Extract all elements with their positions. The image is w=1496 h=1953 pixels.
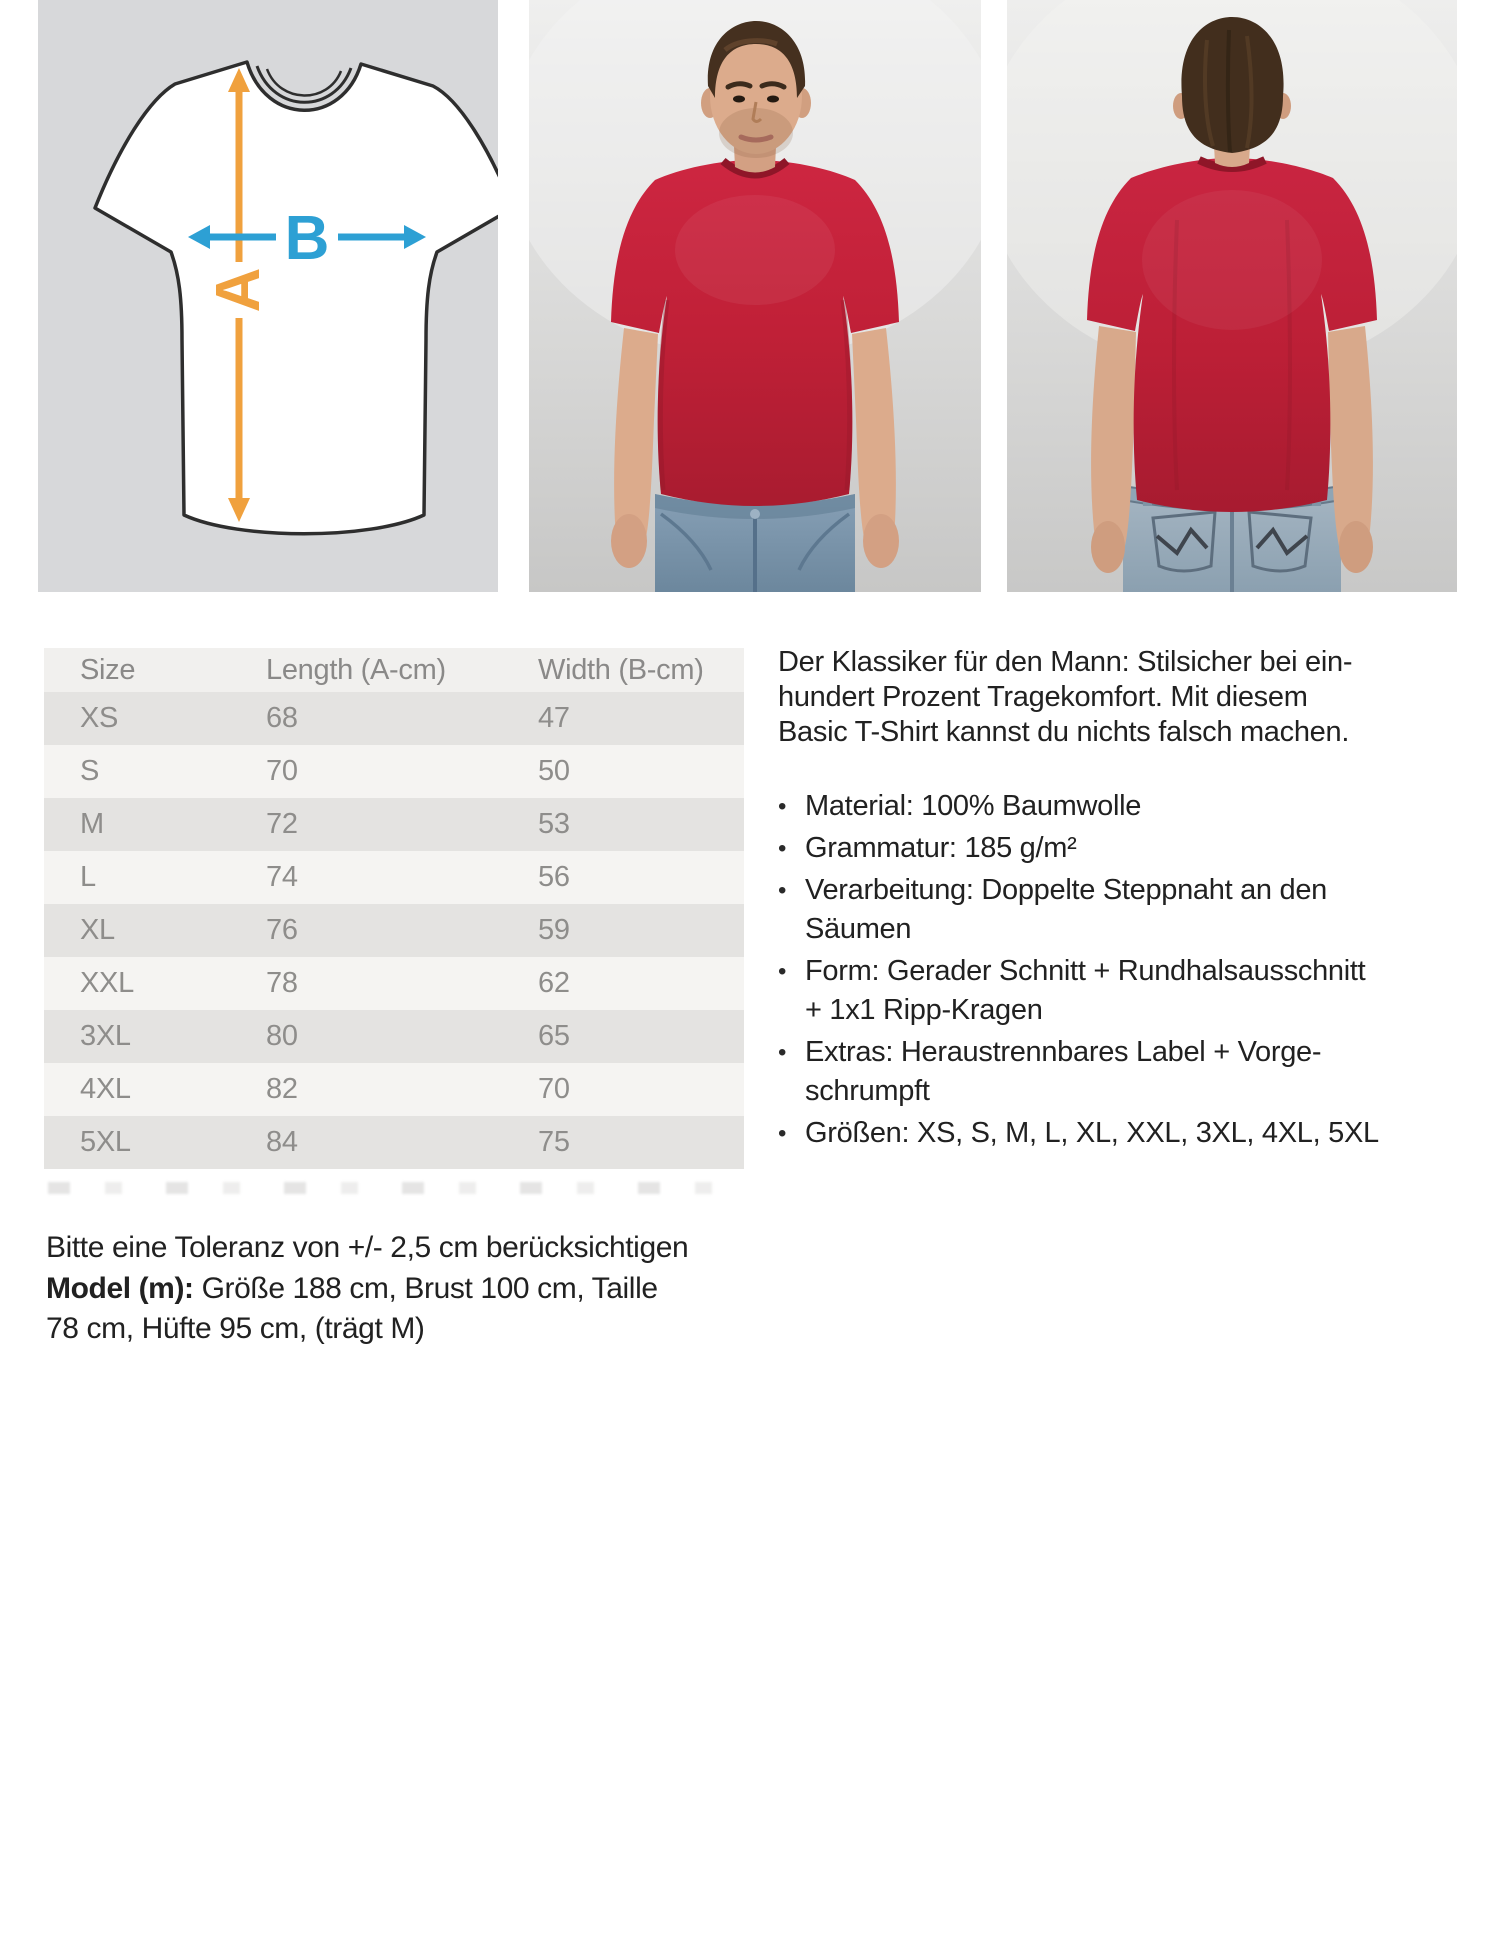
- tolerance-line: Bitte eine Toleranz von +/- 2,5 cm berücksichtigen: [46, 1231, 689, 1264]
- width-cell: 47: [538, 702, 570, 734]
- bullet-line: Größen: XS, S, M, L, XL, XXL, 3XL, 4XL, 5XL: [805, 1117, 1379, 1149]
- bullet-text: [805, 952, 1365, 1030]
- model-front-illustration: [529, 0, 981, 592]
- length-cell: 70: [266, 755, 298, 787]
- hand-left: [1091, 521, 1125, 573]
- size-diagram-image[interactable]: [38, 0, 498, 592]
- bullet-line: Grammatur: 185 g/m²: [805, 832, 1077, 864]
- size-cell: L: [80, 861, 96, 893]
- length-cell: 82: [266, 1073, 298, 1105]
- bullet-marker: •: [778, 877, 787, 904]
- size-cell: XXL: [80, 967, 134, 999]
- bullet-text: [805, 1033, 1321, 1111]
- description-intro: [778, 645, 1478, 750]
- hair-streak-3: [1228, 30, 1230, 152]
- model-measurements-1: Größe 188 cm, Brust 100 cm, Taille: [193, 1271, 658, 1305]
- width-cell: 62: [538, 967, 570, 999]
- size-cell: M: [80, 808, 104, 840]
- table-row: [44, 851, 744, 904]
- bullet-text: [805, 1114, 1379, 1153]
- table-row: [44, 1116, 744, 1169]
- bullet-text: [805, 787, 1141, 826]
- product-photo-back[interactable]: [1007, 0, 1457, 592]
- description-bullet-list: [778, 787, 1478, 1153]
- width-cell: 53: [538, 808, 570, 840]
- length-cell: 76: [266, 914, 298, 946]
- bullet-marker: •: [778, 835, 787, 862]
- bullet-item: [778, 1033, 1478, 1111]
- width-cell: 56: [538, 861, 570, 893]
- size-cell: XL: [80, 914, 115, 946]
- table-row: [44, 798, 744, 851]
- length-cell: 80: [266, 1020, 298, 1052]
- table-row: [44, 1063, 744, 1116]
- eye-right: [767, 96, 779, 103]
- product-description: [778, 645, 1478, 1156]
- intro-line: Der Klassiker für den Mann: Stilsicher bei ein-: [778, 646, 1353, 678]
- width-cell: 59: [538, 914, 570, 946]
- intro-line: hundert Prozent Tragekomfort. Mit diesem: [778, 681, 1308, 713]
- width-cell: 75: [538, 1126, 570, 1158]
- bullet-item: [778, 1114, 1478, 1153]
- length-cell: Length (A-cm): [266, 653, 446, 686]
- size-cell: 5XL: [80, 1126, 131, 1158]
- table-row: [44, 957, 744, 1010]
- bullet-line: + 1x1 Ripp-Kragen: [805, 994, 1043, 1026]
- size-cell: XS: [80, 702, 119, 734]
- eye-left: [733, 96, 745, 103]
- bullet-line: Extras: Heraustrennbares Label + Vorge-: [805, 1036, 1322, 1068]
- model-line-1: [46, 1269, 688, 1310]
- width-cell: 50: [538, 755, 570, 787]
- width-cell: 65: [538, 1020, 570, 1052]
- product-photo-front[interactable]: [529, 0, 981, 592]
- hand-right: [863, 514, 899, 568]
- table-row: [44, 745, 744, 798]
- length-cell: 78: [266, 967, 298, 999]
- model-line-2: 78 cm, Hüfte 95 cm, (trägt M): [46, 1312, 425, 1345]
- bullet-marker: •: [778, 958, 787, 985]
- bullet-line: schrumpft: [805, 1075, 930, 1107]
- beard-stubble: [719, 108, 793, 158]
- bullet-line: Säumen: [805, 913, 912, 945]
- tolerance-note: [46, 1228, 688, 1350]
- bullet-line: Form: Gerader Schnitt + Rundhalsausschnitt: [805, 955, 1366, 987]
- length-cell: 74: [266, 861, 298, 893]
- jeans-button: [750, 509, 760, 519]
- bullet-line: Verarbeitung: Doppelte Steppnaht an den: [805, 874, 1327, 906]
- bullet-item: [778, 787, 1478, 826]
- hand-right: [1339, 521, 1373, 573]
- table-header-row: [44, 648, 744, 692]
- table-cutoff-row: [48, 1182, 740, 1194]
- jeans-front: [655, 494, 855, 592]
- table-row: [44, 1010, 744, 1063]
- size-table: [44, 648, 744, 1169]
- width-label: B: [284, 204, 330, 273]
- model-back-illustration: [1007, 0, 1457, 592]
- width-cell: Width (B-cm): [538, 653, 704, 686]
- length-cell: 84: [266, 1126, 298, 1158]
- length-cell: 68: [266, 702, 298, 734]
- length-label: A: [204, 267, 273, 313]
- bullet-item: [778, 829, 1478, 868]
- bullet-marker: •: [778, 793, 787, 820]
- size-cell: 4XL: [80, 1073, 131, 1105]
- bullet-text: [805, 871, 1327, 949]
- size-cell: S: [80, 755, 100, 787]
- length-cell: 72: [266, 808, 298, 840]
- table-row: [44, 904, 744, 957]
- bullet-item: [778, 871, 1478, 949]
- table-row: [44, 692, 744, 745]
- model-label: Model (m):: [46, 1271, 194, 1305]
- bullet-marker: •: [778, 1039, 787, 1066]
- tshirt-measurement-diagram: [38, 0, 498, 592]
- hair-back: [1181, 17, 1283, 153]
- width-cell: 70: [538, 1073, 570, 1105]
- bullet-line: Material: 100% Baumwolle: [805, 790, 1142, 822]
- hand-left: [611, 514, 647, 568]
- size-cell: Size: [80, 653, 136, 686]
- size-cell: 3XL: [80, 1020, 131, 1052]
- intro-line: Basic T-Shirt kannst du nichts falsch machen.: [778, 716, 1350, 748]
- shirt-highlight: [675, 195, 835, 305]
- bullet-text: [805, 829, 1077, 868]
- bullet-item: [778, 952, 1478, 1030]
- bullet-marker: •: [778, 1120, 787, 1147]
- shirt-highlight: [1142, 190, 1322, 330]
